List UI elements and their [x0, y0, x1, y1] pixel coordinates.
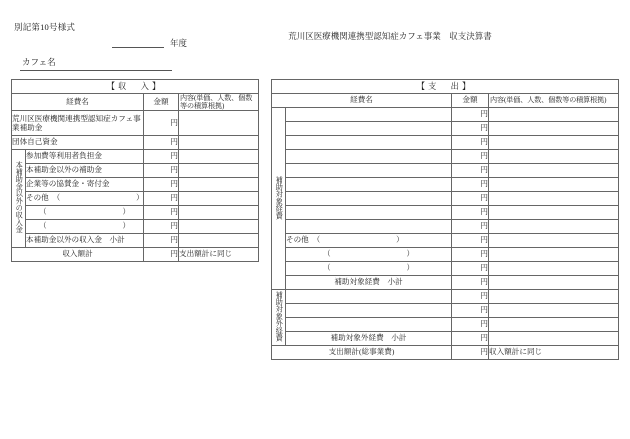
expense-target-subtotal-amount[interactable]: 円: [452, 276, 489, 290]
income-header-row: [12, 94, 259, 111]
income-subtotal-amount[interactable]: 円: [144, 234, 179, 248]
income-row-participation-fee-name: 参加費等利用者負担金: [26, 150, 144, 164]
expense-nontarget-subtotal-memo[interactable]: [489, 332, 619, 346]
expense-nontarget-row-2-memo[interactable]: [489, 304, 619, 318]
income-table: [11, 79, 259, 262]
income-col-name: 経費名: [12, 94, 144, 111]
income-row-other-2-memo[interactable]: [179, 206, 259, 220]
income-row-other-1-memo[interactable]: [179, 192, 259, 206]
expense-nontarget-row-2-amount[interactable]: 円: [452, 304, 489, 318]
cafe-name-field[interactable]: [20, 56, 172, 72]
expense-target-row-3-name[interactable]: [286, 136, 452, 150]
income-row-participation-fee-amount[interactable]: 円: [144, 150, 179, 164]
table-row: [12, 220, 259, 234]
income-row-other-3-memo[interactable]: [179, 220, 259, 234]
expense-target-row-1-memo[interactable]: [489, 108, 619, 122]
income-total-amount[interactable]: 円: [144, 248, 179, 262]
table-row: [12, 206, 259, 220]
expense-nontarget-subtotal-amount[interactable]: 円: [452, 332, 489, 346]
expense-target-row-3-amount[interactable]: 円: [452, 136, 489, 150]
expense-header-row: [272, 94, 619, 108]
table-row: [12, 164, 259, 178]
expense-target-other-3-name[interactable]: （ ）: [286, 262, 452, 276]
income-row-subsidy-amount[interactable]: 円: [144, 111, 179, 136]
expense-band-title: 【支 出】: [272, 80, 619, 94]
income-row-other-subsidy-memo[interactable]: [179, 164, 259, 178]
table-row: [12, 136, 259, 150]
table-row: [12, 178, 259, 192]
expense-nontarget-row-1-name[interactable]: [286, 290, 452, 304]
expense-target-row-2-amount[interactable]: 円: [452, 122, 489, 136]
table-row: [272, 248, 619, 262]
income-row-other-2-amount[interactable]: 円: [144, 206, 179, 220]
expense-total-row: [272, 346, 619, 360]
expense-target-other-3-memo[interactable]: [489, 262, 619, 276]
expense-target-row-4-name[interactable]: [286, 150, 452, 164]
expense-band-row: [272, 80, 619, 94]
cafe-name-label: カフェ名: [22, 57, 56, 67]
table-row: [272, 136, 619, 150]
table-row: [272, 290, 619, 304]
expense-total-label: 支出額計(総事業費): [272, 346, 452, 360]
table-row: [272, 108, 619, 122]
expense-target-row-1-amount[interactable]: 円: [452, 108, 489, 122]
expense-target-row-8-memo[interactable]: [489, 206, 619, 220]
expense-target-row-7-amount[interactable]: 円: [452, 192, 489, 206]
income-band-title: 【収 入】: [12, 80, 259, 94]
expense-target-row-9-memo[interactable]: [489, 220, 619, 234]
expense-target-row-7-memo[interactable]: [489, 192, 619, 206]
expense-target-other-1-memo[interactable]: [489, 234, 619, 248]
form-number: 別記第10号様式: [14, 22, 76, 32]
income-row-other-2-name[interactable]: （ ）: [26, 206, 144, 220]
expense-target-row-7-name[interactable]: [286, 192, 452, 206]
income-total-label: 収入額計: [12, 248, 144, 262]
expense-target-other-2-name[interactable]: （ ）: [286, 248, 452, 262]
table-row: [272, 262, 619, 276]
expense-target-other-2-amount[interactable]: 円: [452, 248, 489, 262]
table-row: [12, 150, 259, 164]
expense-col-content: 内容(単価、人数、個数等の積算根拠): [489, 94, 619, 108]
expense-target-row-2-memo[interactable]: [489, 122, 619, 136]
expense-col-amount: 金額: [452, 94, 489, 108]
income-subtotal-name: 本補助金以外の収入金 小計: [26, 234, 144, 248]
table-row: [12, 192, 259, 206]
income-subtotal-memo[interactable]: [179, 234, 259, 248]
table-row: [272, 304, 619, 318]
table-row: [272, 192, 619, 206]
expense-target-subtotal-memo[interactable]: [489, 276, 619, 290]
table-row: [272, 220, 619, 234]
expense-target-other-2-memo[interactable]: [489, 248, 619, 262]
expense-target-row-9-name[interactable]: [286, 220, 452, 234]
expense-total-memo: 収入額計に同じ: [489, 346, 619, 360]
income-side-label-other-income: 本補助金以外の収入金: [12, 150, 26, 248]
expense-target-subtotal-label: 補助対象経費 小計: [286, 276, 452, 290]
income-total-memo: 支出額計に同じ: [179, 248, 259, 262]
table-row: [272, 234, 619, 248]
expense-nontarget-row-1-amount[interactable]: 円: [452, 290, 489, 304]
income-row-other-subsidy-name: 本補助金以外の補助金: [26, 164, 144, 178]
income-row-self-fund-name: 団体自己資金: [12, 136, 144, 150]
expense-col-name: 経費名: [272, 94, 452, 108]
income-row-other-subsidy-amount[interactable]: 円: [144, 164, 179, 178]
expense-nontarget-subtotal-label: 補助対象外経費 小計: [286, 332, 452, 346]
expense-target-row-8-amount[interactable]: 円: [452, 206, 489, 220]
income-row-other-3-name[interactable]: （ ）: [26, 220, 144, 234]
table-row: [272, 164, 619, 178]
expense-target-row-4-memo[interactable]: [489, 150, 619, 164]
expense-target-row-6-name[interactable]: [286, 178, 452, 192]
income-col-content: 内容(単価、人数、個数等の積算根拠): [179, 94, 259, 111]
expense-nontarget-subtotal-row: [272, 332, 619, 346]
income-row-donation-name: 企業等の協賛金・寄付金: [26, 178, 144, 192]
income-row-self-fund-memo[interactable]: [179, 136, 259, 150]
expense-target-row-5-memo[interactable]: [489, 164, 619, 178]
table-row: [272, 150, 619, 164]
expense-target-row-8-name[interactable]: [286, 206, 452, 220]
income-row-donation-memo[interactable]: [179, 178, 259, 192]
income-col-amount: 金額: [144, 94, 179, 111]
table-row: [272, 206, 619, 220]
cafe-name-blank-line[interactable]: [20, 70, 172, 71]
table-row: [272, 318, 619, 332]
expense-target-row-2-name[interactable]: [286, 122, 452, 136]
income-row-other-1-amount[interactable]: 円: [144, 192, 179, 206]
table-row: [12, 234, 259, 248]
expense-nontarget-row-2-name[interactable]: [286, 304, 452, 318]
income-total-row: [12, 248, 259, 262]
income-row-subsidy-name: 荒川区医療機関連携型認知症カフェ事業補助金: [12, 111, 144, 136]
expense-table: [271, 79, 619, 360]
income-band-row: [12, 80, 259, 94]
income-row-participation-fee-memo[interactable]: [179, 150, 259, 164]
expense-nontarget-row-3-memo[interactable]: [489, 318, 619, 332]
document-title: 荒川区医療機関連携型認知症カフェ事業 収支決算書: [288, 31, 492, 41]
expense-target-row-5-amount[interactable]: 円: [452, 164, 489, 178]
expense-side-label-non-target: 補助対象外経費: [272, 290, 286, 346]
expense-target-other-1-amount[interactable]: 円: [452, 234, 489, 248]
expense-target-row-4-amount[interactable]: 円: [452, 150, 489, 164]
income-row-other-3-amount[interactable]: 円: [144, 220, 179, 234]
fiscal-year-blank-line[interactable]: [112, 47, 164, 48]
expense-target-row-1-name[interactable]: [286, 108, 452, 122]
table-row: [272, 178, 619, 192]
income-row-subsidy-memo[interactable]: [179, 111, 259, 136]
expense-nontarget-row-3-name[interactable]: [286, 318, 452, 332]
expense-target-row-3-memo[interactable]: [489, 136, 619, 150]
expense-nontarget-row-3-amount[interactable]: 円: [452, 318, 489, 332]
expense-total-amount[interactable]: 円: [452, 346, 489, 360]
expense-nontarget-row-1-memo[interactable]: [489, 290, 619, 304]
expense-target-other-3-amount[interactable]: 円: [452, 262, 489, 276]
fiscal-year-label: 年度: [170, 38, 188, 48]
expense-target-row-9-amount[interactable]: 円: [452, 220, 489, 234]
expense-target-row-6-memo[interactable]: [489, 178, 619, 192]
income-row-self-fund-amount[interactable]: 円: [144, 136, 179, 150]
expense-target-row-5-name[interactable]: [286, 164, 452, 178]
table-row: [272, 122, 619, 136]
table-row: [12, 111, 259, 136]
expense-side-label-target: 補助対象経費: [272, 108, 286, 290]
income-row-donation-amount[interactable]: 円: [144, 178, 179, 192]
expense-target-other-1-name[interactable]: その他 （ ）: [286, 234, 452, 248]
expense-target-subtotal-row: [272, 276, 619, 290]
income-row-other-1-name[interactable]: その他 （ ）: [26, 192, 144, 206]
expense-target-row-6-amount[interactable]: 円: [452, 178, 489, 192]
